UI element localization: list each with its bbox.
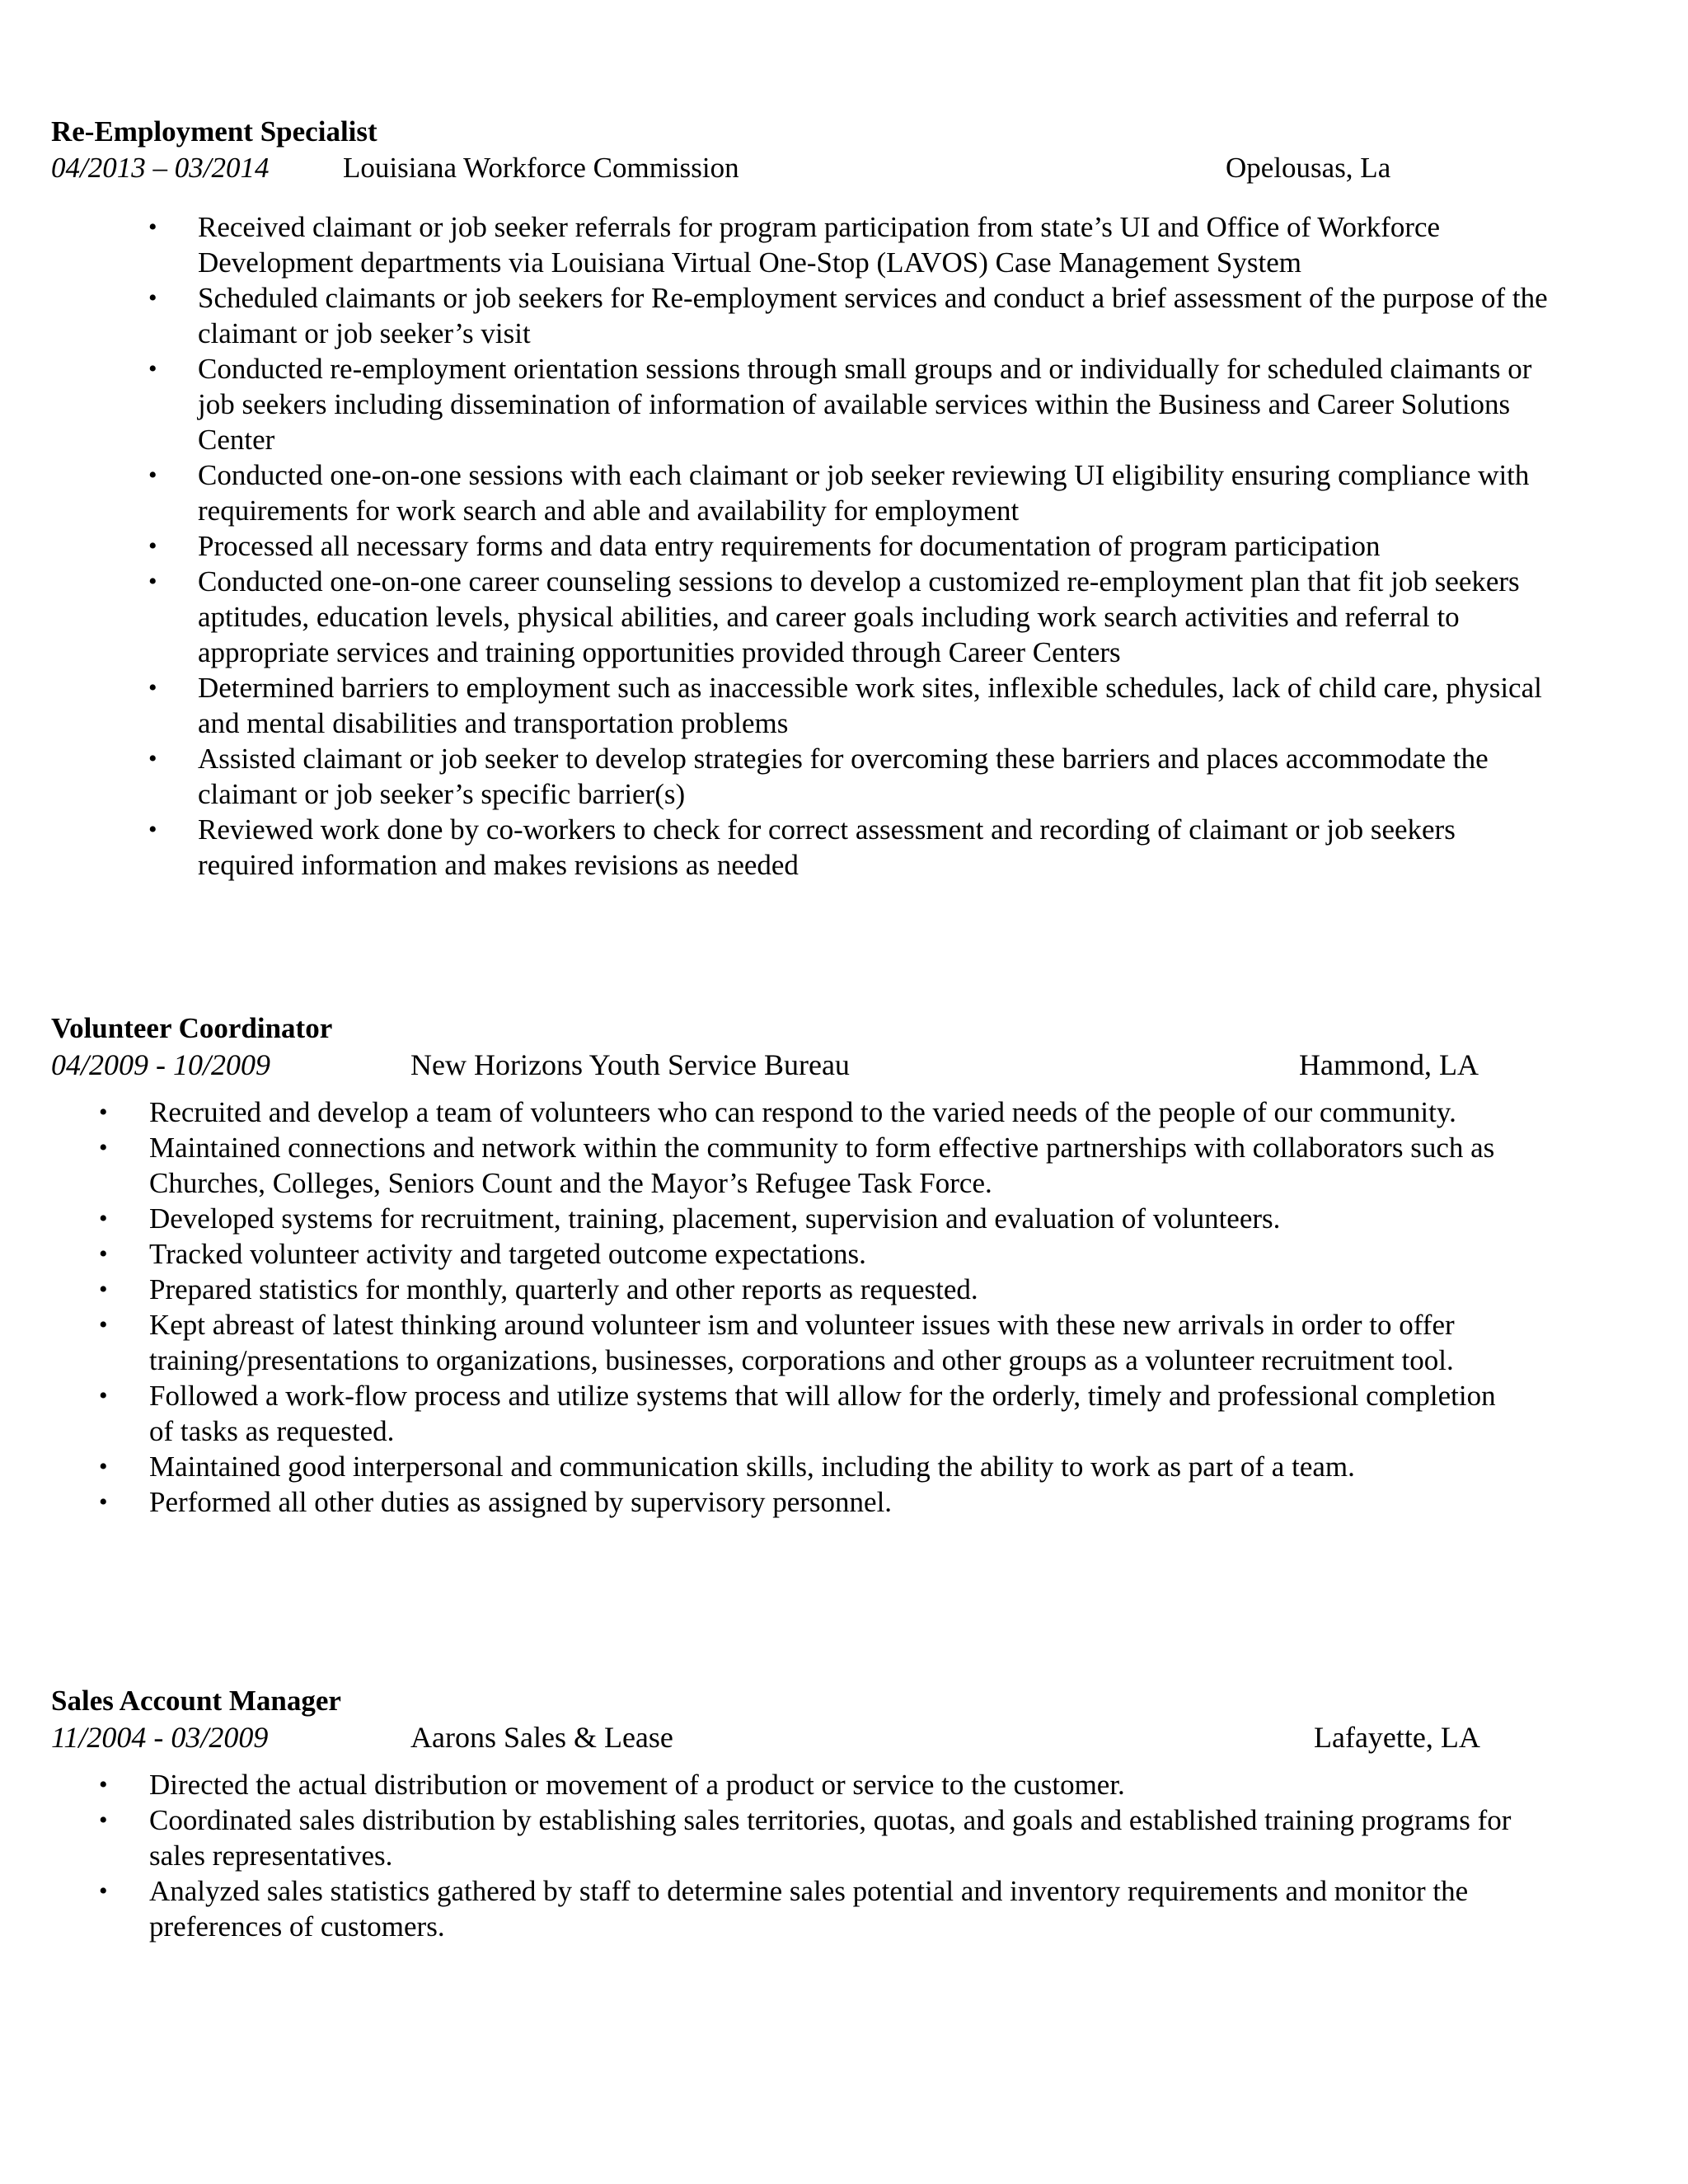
duty-text: Tracked volunteer activity and targeted outcome expectations.: [149, 1238, 866, 1270]
duty-text: Conducted re-employment orientation sessions through small groups and or individually for scheduled claimants or job seekers including dissemination of information of available services within the Business and Career Solutions Center: [198, 353, 1532, 456]
list-item: [51, 351, 1550, 457]
duty-text: Developed systems for recruitment, training, placement, supervision and evaluation of volunteers.: [149, 1202, 1281, 1235]
duty-text: Recruited and develop a team of volunteers who can respond to the varied needs of the people of our community.: [149, 1096, 1456, 1128]
duties-list: [51, 1767, 1512, 1944]
job-dates: 04/2013 – 03/2014: [51, 152, 270, 184]
bullet-icon: •: [148, 284, 157, 312]
bullet-icon: •: [148, 462, 157, 489]
duty-text: Performed all other duties as assigned by supervisory personnel.: [149, 1486, 893, 1518]
bullet-icon: •: [99, 1771, 108, 1798]
job-title: Re-Employment Specialist: [51, 115, 377, 148]
duty-text: Assisted claimant or job seeker to develop strategies for overcoming these barriers and places accommodate the claimant or job seeker’s specific barrier(s): [198, 743, 1489, 810]
bullet-icon: •: [99, 1240, 108, 1268]
list-item: [51, 1130, 1517, 1201]
job-location: Lafayette, LA: [1314, 1721, 1480, 1754]
duty-text: Received claimant or job seeker referrals for program participation from state’s UI and Office of Workforce Development departments via Louisiana Virtual One-Stop (LAVOS) Case Management System: [198, 211, 1441, 279]
job-company: Louisiana Workforce Commission: [343, 152, 739, 184]
bullet-icon: •: [148, 213, 157, 241]
bullet-icon: •: [148, 674, 157, 701]
bullet-icon: •: [99, 1311, 108, 1338]
bullet-icon: •: [99, 1488, 108, 1516]
duty-text: Processed all necessary forms and data entry requirements for documentation of program participation: [198, 530, 1381, 562]
list-item: [51, 280, 1550, 351]
job-entry-volunteer-coordinator: [51, 1010, 1502, 1520]
duty-text: Maintained good interpersonal and communication skills, including the ability to work as part of a team.: [149, 1451, 1355, 1483]
bullet-icon: •: [99, 1205, 108, 1232]
bullet-icon: •: [148, 745, 157, 772]
job-company: New Horizons Youth Service Bureau: [410, 1048, 850, 1081]
list-item: [51, 564, 1550, 670]
duty-text: Analyzed sales statistics gathered by staff to determine sales potential and inventory requirements and monitor the preferences of customers.: [149, 1875, 1469, 1943]
job-meta: [51, 1719, 1502, 1755]
list-item: [51, 741, 1550, 812]
job-title: Volunteer Coordinator: [51, 1012, 333, 1044]
bullet-icon: •: [99, 1453, 108, 1480]
list-item: [51, 1201, 1517, 1236]
duty-text: Maintained connections and network within the community to form effective partnerships with collaborators such as Churches, Colleges, Seniors Count and the Mayor’s Refugee Task Force.: [149, 1132, 1495, 1199]
duty-text: Kept abreast of latest thinking around volunteer ism and volunteer issues with these new arrivals in order to offer training/presentations to organizations, businesses, corporations and other groups as a volunteer recruitment tool.: [149, 1309, 1455, 1376]
duties-list: [51, 1094, 1502, 1520]
job-entry-sales-account-manager: [51, 1683, 1512, 1944]
bullet-icon: •: [99, 1807, 108, 1834]
list-item: [51, 1272, 1517, 1307]
job-dates: 04/2009 - 10/2009: [51, 1048, 270, 1081]
bullet-icon: •: [99, 1877, 108, 1905]
job-entry-re-employment-specialist: [51, 114, 1548, 883]
list-item: [51, 209, 1550, 280]
duty-text: Reviewed work done by co-workers to check for correct assessment and recording of claimant or job seekers required information and makes revisions as needed: [198, 813, 1456, 881]
list-item: [51, 1484, 1517, 1520]
duty-text: Conducted one-on-one sessions with each claimant or job seeker reviewing UI eligibility ensuring compliance with requirements for work search and able and availability for employment: [198, 459, 1530, 527]
list-item: [51, 1236, 1517, 1272]
job-location: Hammond, LA: [1299, 1048, 1479, 1081]
list-item: [51, 528, 1550, 564]
duty-text: Followed a work-flow process and utilize systems that will allow for the orderly, timely and professional completion of tasks as requested.: [149, 1380, 1496, 1447]
job-title: Sales Account Manager: [51, 1685, 341, 1717]
list-item: [51, 1767, 1517, 1802]
duty-text: Scheduled claimants or job seekers for Re-employment services and conduct a brief assessment of the purpose of the claimant or job seeker’s visit: [198, 282, 1548, 349]
bullet-icon: •: [148, 568, 157, 595]
duty-text: Directed the actual distribution or movement of a product or service to the customer.: [149, 1769, 1125, 1801]
job-meta: [51, 150, 1502, 186]
bullet-icon: •: [99, 1276, 108, 1303]
job-company: Aarons Sales & Lease: [410, 1721, 673, 1754]
duties-list: [51, 209, 1548, 883]
job-dates: 11/2004 - 03/2009: [51, 1721, 269, 1754]
duty-text: Conducted one-on-one career counseling sessions to develop a customized re-employment plan that fit job seekers aptitudes, education levels, physical abilities, and career goals including work search activities and referral to appropriate services and training opportunities provided through Career Centers: [198, 565, 1520, 668]
bullet-icon: •: [99, 1099, 108, 1126]
list-item: [51, 670, 1550, 741]
job-meta: [51, 1047, 1502, 1083]
list-item: [51, 1094, 1517, 1130]
list-item: [51, 457, 1550, 528]
list-item: [51, 1802, 1517, 1873]
list-item: [51, 1873, 1517, 1944]
job-location: Opelousas, La: [1226, 152, 1391, 184]
list-item: [51, 1307, 1517, 1378]
list-item: [51, 1378, 1517, 1449]
bullet-icon: •: [99, 1382, 108, 1409]
duty-text: Coordinated sales distribution by establishing sales territories, quotas, and goals and established training programs for sales representatives.: [149, 1804, 1512, 1872]
bullet-icon: •: [99, 1134, 108, 1161]
bullet-icon: •: [148, 816, 157, 843]
duty-text: Prepared statistics for monthly, quarterly and other reports as requested.: [149, 1273, 978, 1305]
duty-text: Determined barriers to employment such as inaccessible work sites, inflexible schedules, lack of child care, physical and mental disabilities and transportation problems: [198, 672, 1542, 739]
list-item: [51, 812, 1550, 883]
bullet-icon: •: [148, 532, 157, 560]
list-item: [51, 1449, 1517, 1484]
bullet-icon: •: [148, 355, 157, 382]
